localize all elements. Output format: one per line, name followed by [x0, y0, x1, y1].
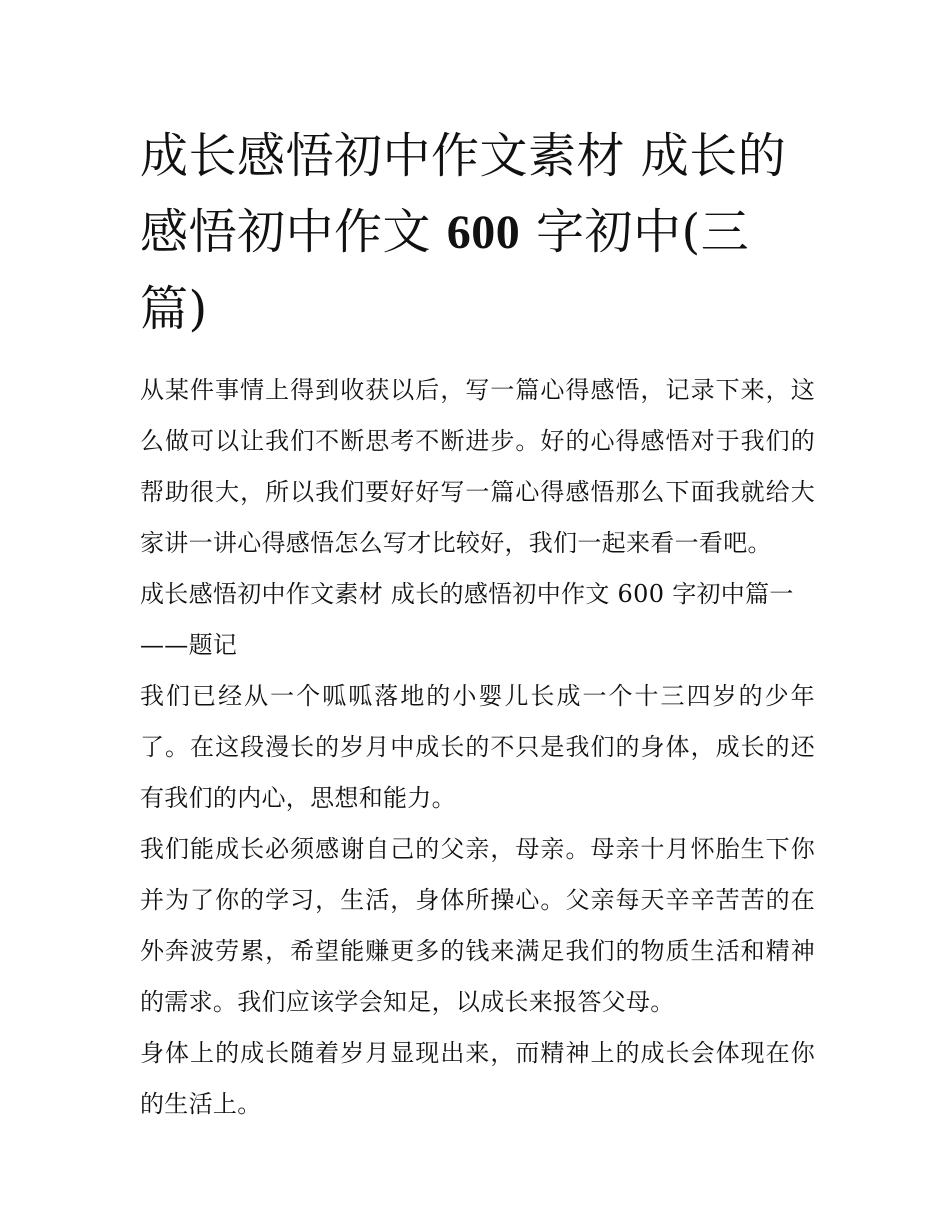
body-paragraph: 我们能成长必须感谢自己的父亲，母亲。母亲十月怀胎生下你并为了你的学习，生活，身体所操心。父亲每天辛辛苦苦的在外奔波劳累，希望能赚更多的钱来满足我们的物质生活和精神的需求。我们应该学会知足，以成长来报答父母。 — [140, 835, 815, 1016]
title-text-part2: 字初中(三篇) — [140, 204, 750, 337]
title-number: 600 — [446, 206, 521, 259]
body-paragraph: 身体上的成长随着岁月显现出来，而精神上的成长会体现在你的生活上。 — [140, 1039, 815, 1118]
title-text-part1: 成长感悟初中作文素材 成长的感悟初中作文 — [140, 128, 787, 260]
section-heading: 成长感悟初中作文素材 成长的感悟初中作文 600 字初中篇一 — [140, 580, 794, 608]
document-body — [140, 365, 815, 1130]
document-title — [140, 118, 815, 347]
body-paragraph: 我们已经从一个呱呱落地的小婴儿长成一个十三四岁的少年了。在这段漫长的岁月中成长的不只是我们的身体，成长的还有我们的内心，思想和能力。 — [140, 682, 815, 812]
document-page — [140, 118, 815, 1130]
intro-paragraph: 从某件事情上得到收获以后，写一篇心得感悟，记录下来，这么做可以让我们不断思考不断进步。好的心得感悟对于我们的帮助很大，所以我们要好好写一篇心得感悟那么下面我就给大家讲一讲心得感悟怎么写才比较好，我们一起来看一看吧。 — [140, 376, 815, 557]
epigraph-label: ——题记 — [140, 631, 238, 659]
